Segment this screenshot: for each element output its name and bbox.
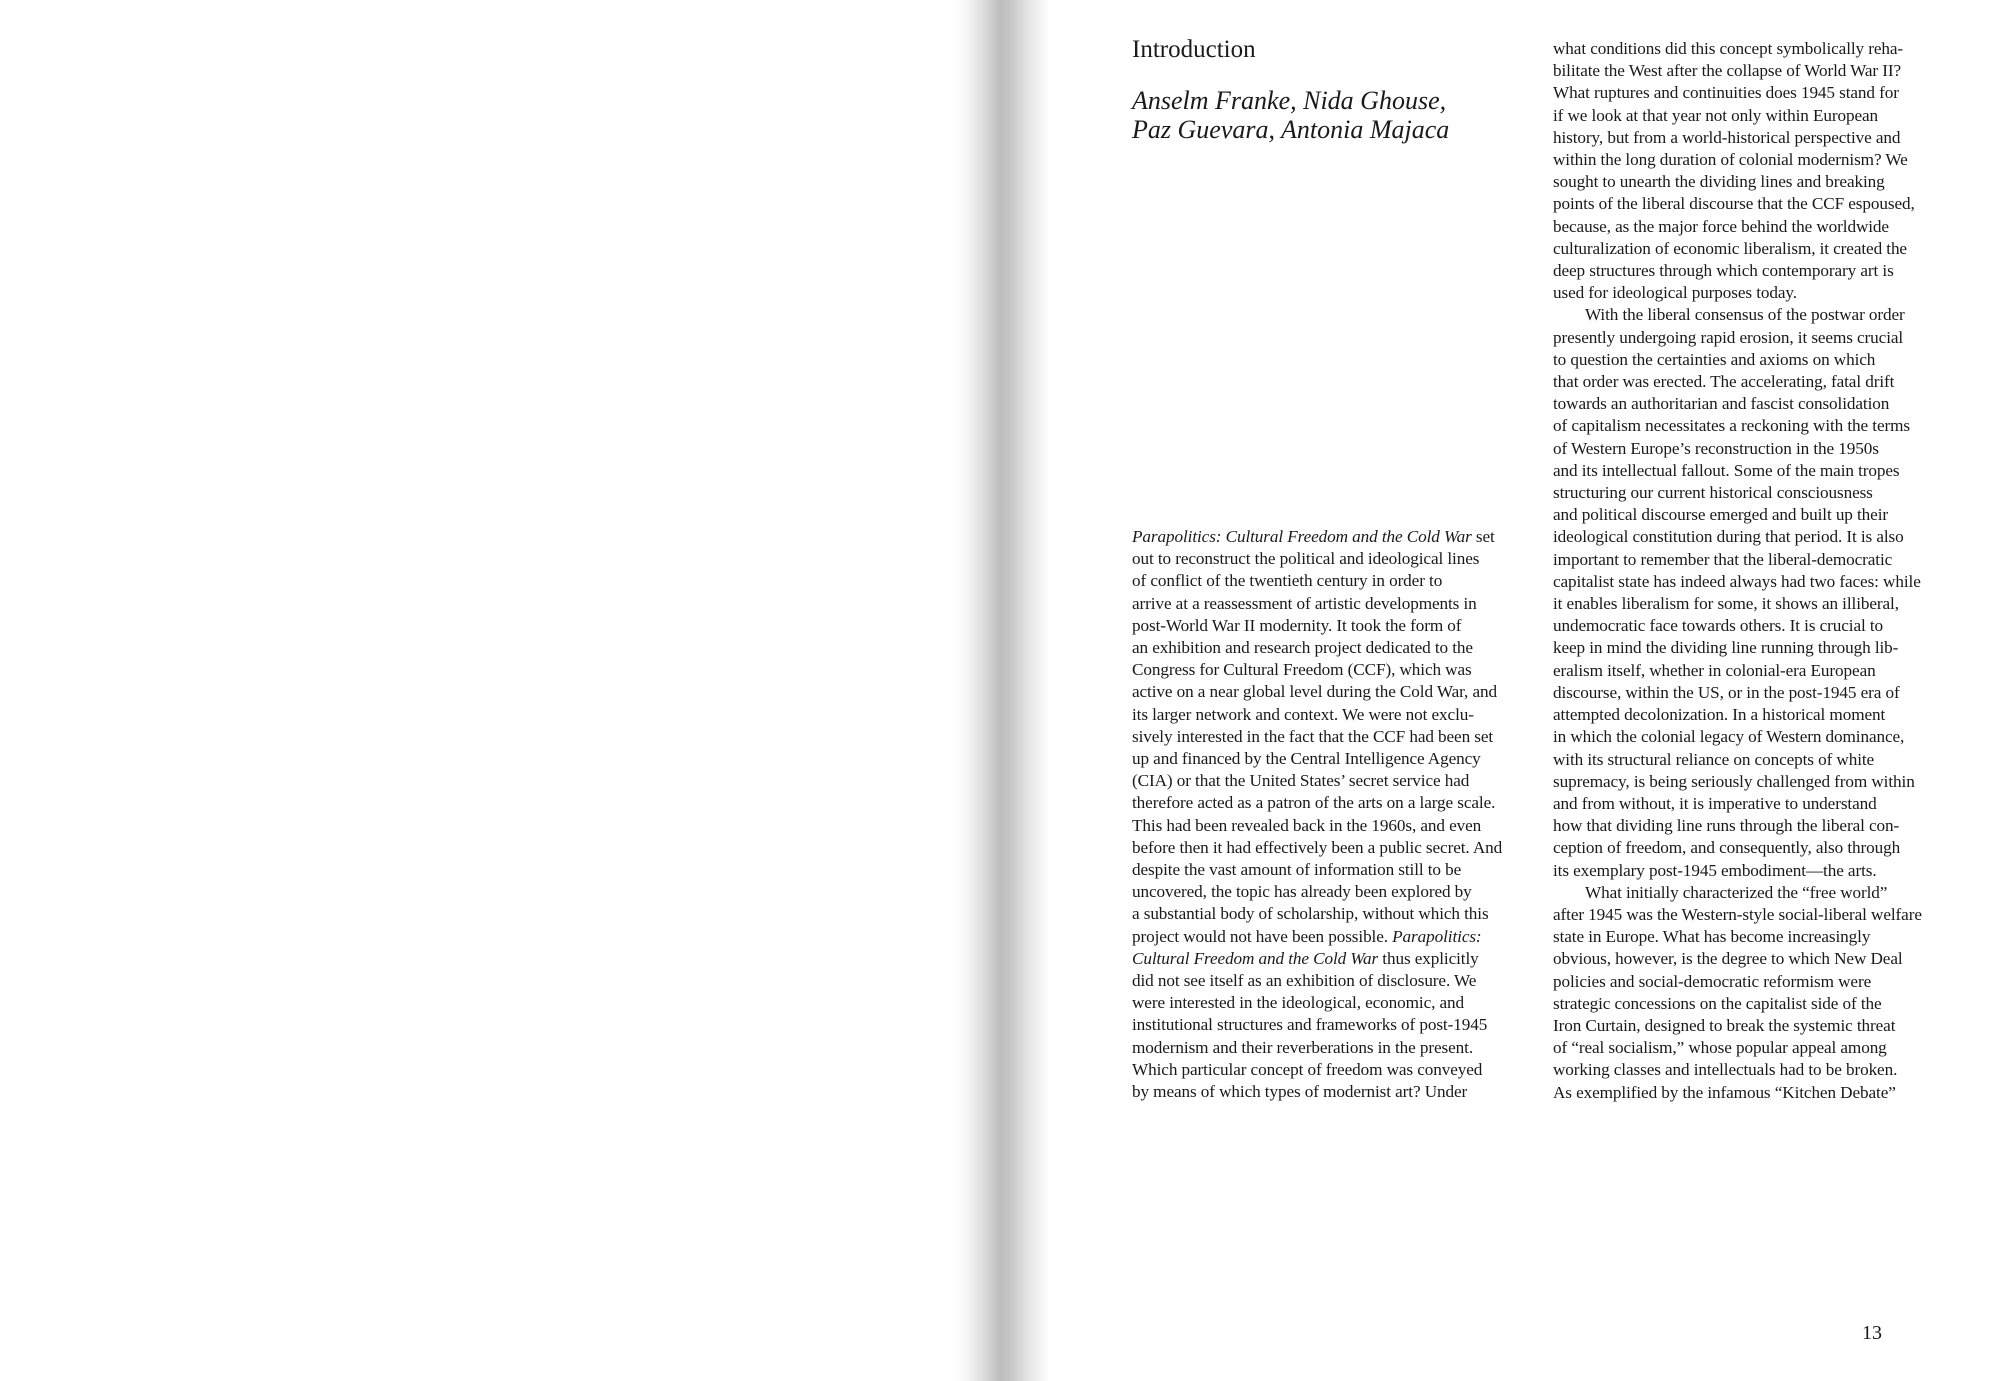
text-line: points of the liberal discourse that the CCF espoused, bbox=[1553, 194, 1915, 214]
text-line: and political discourse emerged and built up their bbox=[1553, 505, 1888, 525]
body-column-right bbox=[1553, 38, 1973, 1104]
text-run: sively interested in the fact that the CCF had been set bbox=[1132, 726, 1494, 746]
text-line: used for ideological purposes today. bbox=[1553, 283, 1797, 303]
text-line: eralism itself, whether in colonial-era European bbox=[1553, 660, 1876, 680]
text-line bbox=[1132, 570, 1548, 592]
text-line: ideological constitution during that period. It is also bbox=[1553, 527, 1904, 547]
text-line: strategic concessions on the capitalist side of the bbox=[1553, 993, 1882, 1013]
text-line: with its structural reliance on concepts of white bbox=[1553, 749, 1875, 769]
text-line: state in Europe. What has become increasingly bbox=[1553, 927, 1871, 947]
text-line bbox=[1132, 770, 1548, 792]
text-line bbox=[1132, 859, 1548, 881]
text-run: This had been revealed back in the 1960s, and even bbox=[1132, 815, 1482, 835]
text-line: As exemplified by the infamous “Kitchen Debate” bbox=[1553, 1082, 1896, 1102]
text-run: therefore acted as a patron of the arts on a large scale. bbox=[1132, 793, 1496, 813]
text-run: thus explicitly bbox=[1378, 948, 1479, 968]
text-line bbox=[1132, 637, 1548, 659]
text-line bbox=[1132, 926, 1548, 948]
section-heading: Introduction bbox=[1132, 36, 1256, 63]
text-line bbox=[1132, 1081, 1548, 1103]
text-line bbox=[1132, 1059, 1548, 1081]
text-line: of capitalism necessitates a reckoning with the terms bbox=[1553, 416, 1910, 436]
text-run: out to reconstruct the political and ideological lines bbox=[1132, 549, 1480, 569]
text-line: important to remember that the liberal-democratic bbox=[1553, 549, 1893, 569]
text-line: attempted decolonization. In a historical moment bbox=[1553, 705, 1886, 725]
text-line bbox=[1132, 548, 1548, 570]
text-run: uncovered, the topic has already been explored by bbox=[1132, 882, 1472, 902]
text-line bbox=[1132, 726, 1548, 748]
text-line: supremacy, is being seriously challenged from within bbox=[1553, 771, 1915, 791]
text-line bbox=[1132, 1037, 1548, 1059]
text-run: post-World War II modernity. It took the form of bbox=[1132, 615, 1462, 635]
author-line: Paz Guevara, Antonia Majaca bbox=[1132, 115, 1450, 144]
text-line: obvious, however, is the degree to which New Deal bbox=[1553, 949, 1903, 969]
text-line: and its intellectual fallout. Some of the main tropes bbox=[1553, 460, 1900, 480]
author-line: Anselm Franke, Nida Ghouse, bbox=[1132, 86, 1447, 115]
text-line: because, as the major force behind the worldwide bbox=[1553, 216, 1889, 236]
text-line: and from without, it is imperative to understand bbox=[1553, 793, 1877, 813]
text-run: up and financed by the Central Intelligence Agency bbox=[1132, 749, 1481, 769]
text-line: what conditions did this concept symbolically reha- bbox=[1553, 39, 1904, 58]
text-run: an exhibition and research project dedicated to the bbox=[1132, 638, 1473, 658]
text-line: within the long duration of colonial modernism? We bbox=[1553, 150, 1908, 170]
text-line bbox=[1132, 681, 1548, 703]
text-line bbox=[1132, 526, 1548, 548]
text-run: arrive at a reassessment of artistic developments in bbox=[1132, 593, 1477, 613]
text-run: institutional structures and frameworks of post-1945 bbox=[1132, 1015, 1488, 1035]
text-run: of conflict of the twentieth century in order to bbox=[1132, 571, 1443, 591]
text-line: What ruptures and continuities does 1945 stand for bbox=[1553, 83, 1899, 103]
text-line: of “real socialism,” whose popular appeal among bbox=[1553, 1038, 1887, 1058]
text-run: active on a near global level during the Cold War, and bbox=[1132, 682, 1497, 702]
text-line: deep structures through which contemporary art is bbox=[1553, 261, 1894, 281]
text-run: Which particular concept of freedom was conveyed bbox=[1132, 1059, 1483, 1079]
text-run: were interested in the ideological, economic, and bbox=[1132, 993, 1465, 1013]
italic-title-run: Parapolitics: Cultural Freedom and the Cold War bbox=[1132, 527, 1472, 546]
text-line: What initially characterized the “free world” bbox=[1585, 882, 1888, 902]
text-line bbox=[1132, 948, 1548, 970]
text-line: it enables liberalism for some, it shows an illiberal, bbox=[1553, 594, 1899, 614]
left-page-blank bbox=[0, 0, 960, 1381]
text-line: how that dividing line runs through the liberal con- bbox=[1553, 816, 1900, 836]
text-line bbox=[1132, 815, 1548, 837]
text-line bbox=[1132, 593, 1548, 615]
text-line bbox=[1132, 970, 1548, 992]
text-line: bilitate the West after the collapse of World War II? bbox=[1553, 61, 1902, 81]
text-line: in which the colonial legacy of Western dominance, bbox=[1553, 727, 1905, 747]
text-line bbox=[1132, 704, 1548, 726]
text-line: structuring our current historical consciousness bbox=[1553, 483, 1873, 503]
text-line: that order was erected. The accelerating, fatal drift bbox=[1553, 372, 1895, 392]
text-line bbox=[1132, 659, 1548, 681]
text-line: history, but from a world-historical perspective and bbox=[1553, 127, 1901, 147]
text-run: its larger network and context. We were not exclu- bbox=[1132, 704, 1474, 724]
author-byline bbox=[1132, 86, 1532, 144]
book-gutter-shadow bbox=[955, 0, 1050, 1381]
text-line: discourse, within the US, or in the post-1945 era of bbox=[1553, 682, 1900, 702]
text-line: sought to unearth the dividing lines and breaking bbox=[1553, 172, 1885, 192]
text-line: after 1945 was the Western-style social-liberal welfare bbox=[1553, 904, 1922, 924]
text-line: culturalization of economic liberalism, it created the bbox=[1553, 238, 1907, 258]
text-line: keep in mind the dividing line running through lib- bbox=[1553, 638, 1899, 658]
text-line bbox=[1132, 903, 1548, 925]
text-line: its exemplary post-1945 embodiment—the arts. bbox=[1553, 860, 1877, 880]
text-line: if we look at that year not only within European bbox=[1553, 105, 1879, 125]
text-line: undemocratic face towards others. It is crucial to bbox=[1553, 616, 1884, 636]
text-line: towards an authoritarian and fascist consolidation bbox=[1553, 394, 1890, 414]
text-line: policies and social-democratic reformism were bbox=[1553, 971, 1872, 991]
body-column-left bbox=[1132, 526, 1548, 1103]
text-line: working classes and intellectuals had to be broken. bbox=[1553, 1060, 1898, 1080]
text-line: capitalist state has indeed always had two faces: while bbox=[1553, 571, 1921, 591]
italic-title-run: Parapolitics: bbox=[1392, 926, 1482, 946]
text-run: Congress for Cultural Freedom (CCF), which was bbox=[1132, 660, 1472, 680]
text-line: to question the certainties and axioms on which bbox=[1553, 349, 1876, 369]
text-run: did not see itself as an exhibition of disclosure. We bbox=[1132, 971, 1477, 991]
text-line: of Western Europe’s reconstruction in the 1950s bbox=[1553, 438, 1879, 458]
text-run: (CIA) or that the United States’ secret service had bbox=[1132, 771, 1470, 791]
text-run: by means of which types of modernist art? Under bbox=[1132, 1082, 1468, 1102]
text-run: set bbox=[1471, 527, 1495, 546]
page-number: 13 bbox=[1862, 1322, 1882, 1344]
text-run: modernism and their reverberations in the present. bbox=[1132, 1037, 1474, 1057]
text-run: despite the vast amount of information still to be bbox=[1132, 860, 1462, 880]
italic-title-run: Cultural Freedom and the Cold War bbox=[1132, 948, 1379, 968]
text-line bbox=[1132, 837, 1548, 859]
text-line: Iron Curtain, designed to break the systemic threat bbox=[1553, 1015, 1896, 1035]
text-line: With the liberal consensus of the postwar order bbox=[1585, 305, 1905, 325]
text-line bbox=[1132, 792, 1548, 814]
text-line: presently undergoing rapid erosion, it seems crucial bbox=[1553, 327, 1904, 347]
text-line bbox=[1132, 748, 1548, 770]
text-line bbox=[1132, 1014, 1548, 1036]
text-line bbox=[1132, 881, 1548, 903]
text-run: project would not have been possible. bbox=[1132, 926, 1393, 946]
text-run: a substantial body of scholarship, without which this bbox=[1132, 904, 1489, 924]
text-line bbox=[1132, 615, 1548, 637]
text-run: before then it had effectively been a public secret. And bbox=[1132, 837, 1503, 857]
text-line: ception of freedom, and consequently, also through bbox=[1553, 838, 1901, 858]
text-line bbox=[1132, 992, 1548, 1014]
